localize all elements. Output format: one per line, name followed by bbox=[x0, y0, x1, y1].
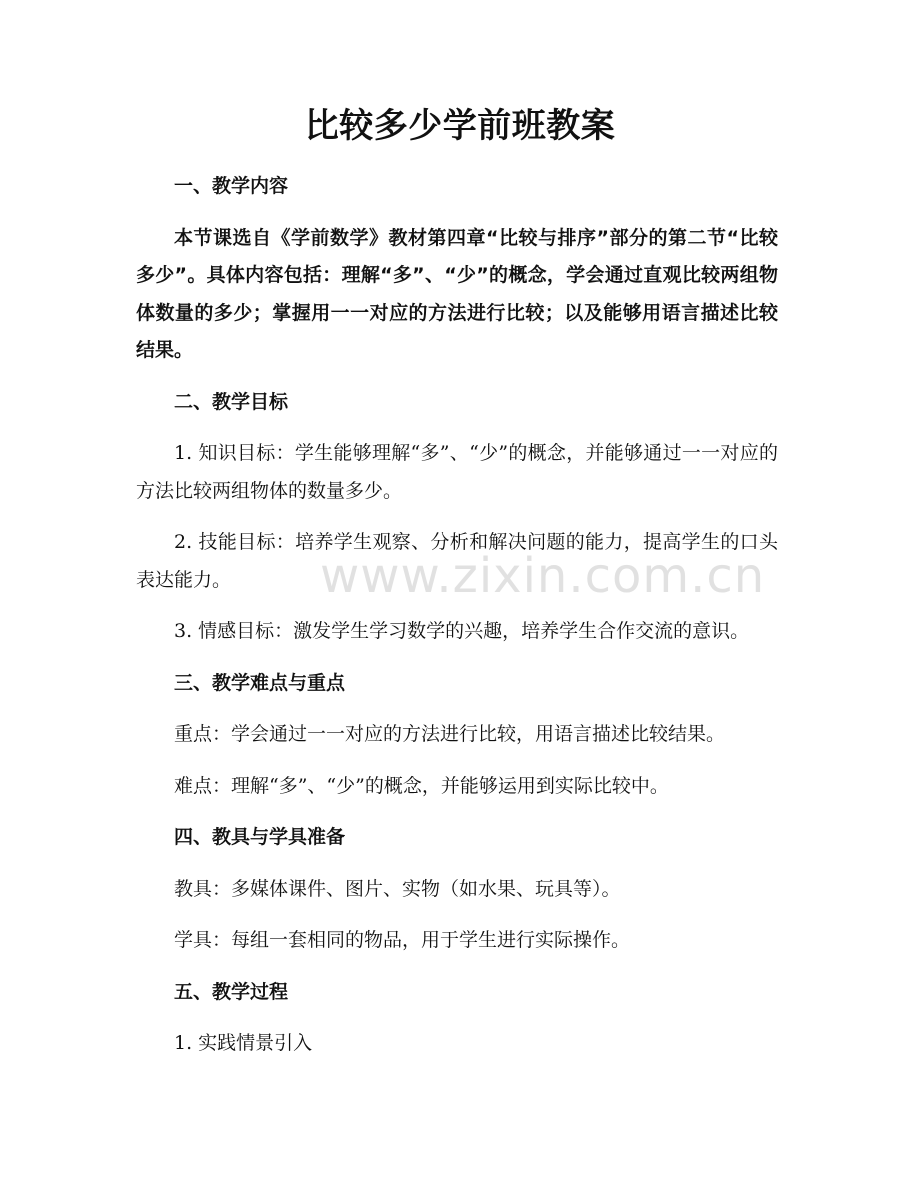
paragraph: 本节课选自《学前数学》教材第四章“比较与排序”部分的第二节“比较多少”。具体内容包括：理解“多”、“少”的概念，学会通过直观比较两组物体数量的多少；掌握用一一对应的方法进行比较；以及能够用语言描述比较结果。 bbox=[136, 226, 778, 361]
paragraph: 2. 技能目标：培养学生观察、分析和解决问题的能力，提高学生的口头表达能力。 bbox=[136, 531, 778, 591]
section-heading: 二、教学目标 bbox=[174, 390, 289, 413]
paragraph: 学具：每组一套相同的物品，用于学生进行实际操作。 bbox=[174, 929, 631, 951]
section-heading: 五、教学过程 bbox=[174, 980, 289, 1003]
section-heading: 一、教学内容 bbox=[174, 175, 289, 197]
paragraph: 3. 情感目标：激发学生学习数学的兴趣，培养学生合作交流的意识。 bbox=[174, 620, 750, 642]
section-heading: 四、教具与学具准备 bbox=[174, 826, 346, 848]
section-heading: 三、教学难点与重点 bbox=[174, 671, 346, 694]
watermark: www.zixin.com.cn bbox=[320, 548, 766, 604]
document-body bbox=[136, 168, 778, 1077]
paragraph: 教具：多媒体课件、图片、实物（如水果、玩具等）。 bbox=[174, 877, 621, 900]
paragraph: 1. 知识目标：学生能够理解“多”、“少”的概念，并能够通过一一对应的方法比较两组物体的数量多少。 bbox=[136, 442, 778, 502]
paragraph: 难点：理解“多”、“少”的概念，并能够运用到实际比较中。 bbox=[174, 774, 669, 797]
document-title: 比较多少学前班教案 bbox=[304, 106, 616, 146]
paragraph: 1. 实践情景引入 bbox=[174, 1032, 313, 1054]
paragraph: 重点：学会通过一一对应的方法进行比较，用语言描述比较结果。 bbox=[174, 723, 726, 745]
